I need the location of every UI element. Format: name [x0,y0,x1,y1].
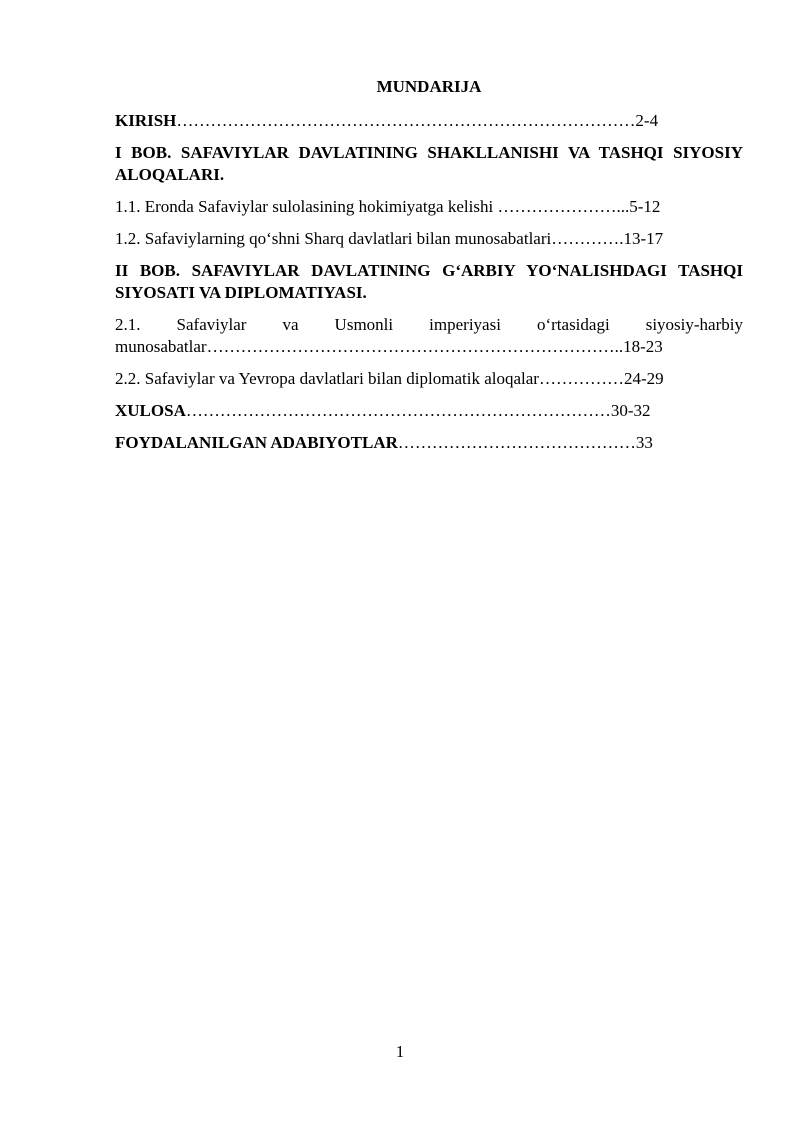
toc-entry-label: FOYDALANILGAN ADABIYOTLAR [115,433,398,452]
toc-chapter-1-heading: I BOB. SAFAVIYLAR DAVLATINING SHAKLLANISHI VA TASHQI SIYOSIY ALOQALARI. [115,143,743,184]
toc-entry-kirish [115,110,743,132]
toc-entry-label: XULOSA [115,401,186,420]
toc-entry-label: 1.1. Eronda Safaviylar sulolasining hokimiyatga kelishi [115,197,498,216]
toc-chapter-2-heading: II BOB. SAFAVIYLAR DAVLATINING GʻARBIY YOʻNALISHDAGI TASHQI SIYOSATI VA DIPLOMATIYASI. [115,261,743,302]
toc-leader-dots: …………………... [497,197,630,216]
toc-entry-adabiyotlar [115,432,743,454]
toc-title: MUNDARIJA [376,77,482,96]
toc-page-range: 13-17 [623,229,664,248]
toc-entry-xulosa [115,400,743,422]
toc-entry-label-line2: munosabatlar [115,337,207,356]
toc-entry-1-2 [115,228,743,250]
toc-entry-2-2 [115,368,743,390]
toc-leader-dots: …………………………………… [397,433,636,452]
toc-page-range: 5-12 [629,197,661,216]
toc-leader-dots: ………………………………………………………………… [185,401,611,420]
toc-page-range: 18-23 [623,337,663,356]
toc-entry-label: 2.2. Safaviylar va Yevropa davlatlari bilan diplomatik aloqalar [115,369,539,388]
toc-page-range: 2-4 [635,111,659,130]
page-number: 1 [395,1042,405,1061]
toc-leader-dots: …………… [538,369,624,388]
toc-entry-2-1 [115,314,743,358]
table-of-contents [115,76,743,464]
toc-page-range: 24-29 [623,369,664,388]
toc-page-range: 33 [635,433,653,452]
toc-entry-label-line2-row [115,336,743,358]
toc-entry-label: 1.2. Safaviylarning qoʻshni Sharq davlatlari bilan munosabatlari [115,229,552,248]
toc-leader-dots: ……………………………………………………………….. [206,337,624,356]
toc-entry-label-line1: 2.1. Safaviylar va Usmonli imperiyasi oʻrtasidagi siyosiy-harbiy [115,315,743,334]
toc-entry-1-1 [115,196,743,218]
toc-leader-dots: …………. [551,229,624,248]
toc-page-range: 30-32 [610,401,651,420]
toc-entry-label: KIRISH [115,111,177,130]
toc-leader-dots: ……………………………………………………………………… [176,111,636,130]
